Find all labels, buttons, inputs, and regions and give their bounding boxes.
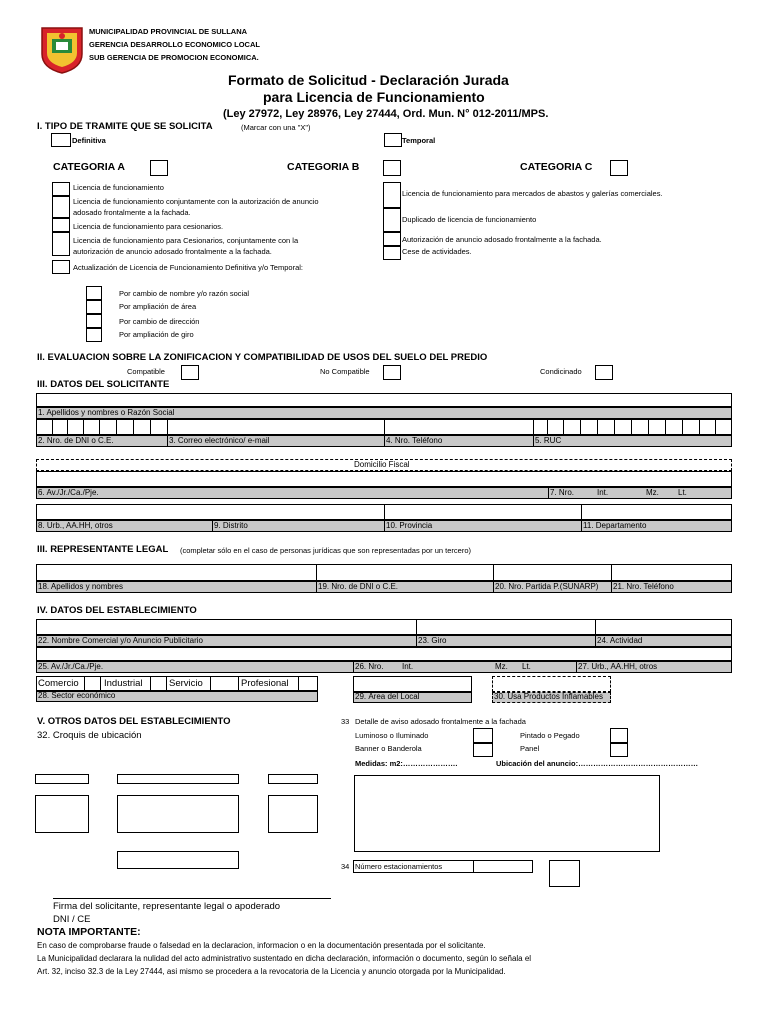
checkbox-compatible[interactable] (181, 365, 199, 380)
sub-item-3: Por cambio de dirección (119, 317, 200, 326)
checkbox-a5[interactable] (52, 260, 70, 274)
label-domicilio-fiscal: Domicilio Fiscal (354, 460, 410, 469)
section-5-title: V. OTROS DATOS DEL ESTABLECIMIENTO (37, 716, 231, 727)
checkbox-sub1[interactable] (86, 286, 102, 300)
checkbox-a4[interactable] (52, 232, 70, 256)
b-item-2: Duplicado de licencia de funcionamiento (402, 215, 537, 224)
section-4-title: IV. DATOS DEL ESTABLECIMIENTO (37, 605, 197, 616)
label-sector: 28. Sector económico (38, 691, 116, 700)
label-luminoso: Luminoso o Iluminado (355, 731, 429, 740)
label-categoria-b: CATEGORIA B (287, 161, 360, 173)
checkbox-pintado[interactable] (610, 728, 628, 743)
sub-item-2: Por ampliación de área (119, 302, 197, 311)
checkbox-industrial[interactable] (150, 676, 167, 691)
croquis-mid-left[interactable] (35, 795, 89, 833)
sub-item-4: Por ampliación de giro (119, 330, 194, 339)
label-dni: 2. Nro. de DNI o C.E. (38, 436, 114, 445)
checkbox-no-compatible[interactable] (383, 365, 401, 380)
label-inflamables: 30. Usa Productos Inflamables (494, 692, 603, 701)
label-direccion-lt: Lt. (522, 662, 531, 671)
sub-item-1: Por cambio de nombre y/o razón social (119, 289, 250, 298)
aviso-detalle-box[interactable] (354, 775, 660, 852)
checkbox-categoria-b[interactable] (383, 160, 401, 176)
checkbox-sub4[interactable] (86, 328, 102, 342)
header-line3: SUB GERENCIA DE PROMOCION ECONOMICA. (89, 53, 259, 62)
label-medidas: Medidas: m2:…………………. (355, 759, 458, 768)
label-direccion-urb: 27. Urb., AA.HH, otros (578, 662, 658, 671)
estacionamientos-box[interactable] (549, 860, 580, 887)
checkbox-banner[interactable] (473, 743, 493, 757)
law-reference: (Ley 27972, Ley 28976, Ley 27444, Ord. Mun. N° 012-2011/MPS. (223, 108, 549, 120)
label-ubicacion-anuncio: Ubicación del anuncio:………………………………………… (496, 759, 699, 768)
checkbox-a1[interactable] (52, 182, 70, 196)
label-rep-partida: 20. Nro. Partida P.(SUNARP) (495, 582, 599, 591)
checkbox-b4[interactable] (383, 246, 401, 260)
label-panel: Panel (520, 744, 540, 753)
label-email: 3. Correo electrónico/ e-mail (169, 436, 270, 445)
section-rep-hint: (completar sólo en el caso de personas jurídicas que son representadas por un tercero) (180, 546, 471, 555)
field-avenida (36, 487, 732, 499)
checkbox-servicio[interactable] (210, 676, 239, 691)
form-title-1: Formato de Solicitud - Declaración Jurada (228, 72, 509, 88)
field-razon-social-input[interactable] (36, 393, 732, 407)
croquis-mid-center[interactable] (117, 795, 239, 833)
checkbox-panel[interactable] (610, 743, 628, 757)
label-actividad: 24. Actividad (597, 636, 643, 645)
section-rep-title: III. REPRESENTANTE LEGAL (37, 544, 169, 555)
label-direccion-int: Int. (402, 662, 414, 671)
field-avenida-input[interactable] (36, 471, 732, 487)
checkbox-definitiva[interactable] (51, 133, 71, 147)
label-industrial: Industrial (104, 678, 143, 689)
label-razon-social: 1. Apellidos y nombres o Razón Social (38, 408, 175, 417)
label-compatible: Compatible (127, 367, 165, 376)
a-item-3: Licencia de funcionamiento para cesionarios. (73, 222, 224, 231)
label-detalle-aviso: Detalle de aviso adosado frontalmente a la fachada (355, 717, 526, 726)
checkbox-condicionado[interactable] (595, 365, 613, 380)
section-1-hint: (Marcar con una "X") (241, 123, 311, 132)
checkbox-categoria-a[interactable] (150, 160, 168, 176)
nota-line1: En caso de comprobarse fraude o falsedad en la declaracion, informacion o en la documentación presentada por el solicitante. (37, 941, 486, 950)
checkbox-a3[interactable] (52, 218, 70, 232)
label-banner: Banner o Banderola (355, 744, 422, 753)
label-direccion-mz: Mz. (495, 662, 508, 671)
checkbox-comercio[interactable] (84, 676, 101, 691)
label-rep-dni: 19. Nro. de DNI o C.E. (318, 582, 399, 591)
croquis-top-center[interactable] (117, 774, 239, 784)
section-2-title: II. EVALUACION SOBRE LA ZONIFICACION Y COMPATIBILIDAD DE USOS DEL SUELO DEL PREDIO (37, 352, 488, 363)
label-profesional: Profesional (241, 678, 289, 689)
label-direccion-nro: 26. Nro. (355, 662, 384, 671)
croquis-top-left[interactable] (35, 774, 89, 784)
checkbox-sub2[interactable] (86, 300, 102, 314)
label-temporal: Temporal (402, 136, 436, 145)
label-pintado: Pintado o Pegado (520, 731, 580, 740)
section-3-title: III. DATOS DEL SOLICITANTE (37, 379, 170, 390)
header-line2: GERENCIA DESARROLLO ECONOMICO LOCAL (89, 40, 260, 49)
checkbox-b2[interactable] (383, 208, 401, 232)
label-nro: 7. Nro. (550, 488, 575, 497)
checkbox-sub3[interactable] (86, 314, 102, 328)
header-line1: MUNICIPALIDAD PROVINCIAL DE SULLANA (89, 27, 248, 36)
form-title-2: para Licencia de Funcionamiento (263, 89, 485, 105)
croquis-mid-right[interactable] (268, 795, 318, 833)
label-34-num: 34 (341, 862, 350, 871)
label-croquis: 32. Croquis de ubicación (37, 730, 142, 741)
municipal-seal (40, 24, 84, 74)
a-item-5: Actualización de Licencia de Funcionamiento Definitiva y/o Temporal: (73, 263, 303, 272)
label-giro: 23. Giro (418, 636, 447, 645)
checkbox-temporal[interactable] (384, 133, 402, 147)
checkbox-b3[interactable] (383, 232, 401, 246)
field-inflamables-input[interactable] (492, 676, 611, 692)
nota-title: NOTA IMPORTANTE: (37, 926, 141, 938)
croquis-bottom-center[interactable] (117, 851, 239, 869)
label-servicio: Servicio (169, 678, 203, 689)
checkbox-b1[interactable] (383, 182, 401, 208)
a-item-2b: adosado frontalmente a la fachada. (73, 208, 191, 217)
label-33-num: 33 (341, 717, 350, 726)
label-ruc: 5. RUC (535, 436, 562, 445)
label-avenida: 6. Av./Jr./Ca./Pje. (38, 488, 99, 497)
label-no-compatible: No Compatible (320, 367, 370, 376)
label-departamento: 11. Departamento (583, 521, 647, 530)
a-item-4b: autorización de anuncio adosado frontalmente a la fachada. (73, 247, 272, 256)
checkbox-profesional[interactable] (298, 676, 318, 691)
a-item-1: Licencia de funcionamiento (73, 183, 164, 192)
checkbox-categoria-c[interactable] (610, 160, 628, 176)
label-dni-ce: DNI / CE (53, 914, 91, 925)
label-urb: 8. Urb., AA.HH, otros (38, 521, 113, 530)
section-1-title: I. TIPO DE TRAMITE QUE SE SOLICITA (37, 121, 213, 132)
label-distrito: 9. Distrito (214, 521, 248, 530)
b-item-3: Autorización de anuncio adosado frontalmente a la fachada. (402, 235, 602, 244)
nota-line2: La Municipalidad declarara la nulidad del acto administrativo sustentado en dicha declaración, información o documento, según lo señala el (37, 954, 532, 963)
label-comercio: Comercio (38, 678, 79, 689)
label-lt: Lt. (678, 488, 687, 497)
checkbox-luminoso[interactable] (473, 728, 493, 743)
b-item-4: Cese de actividades. (402, 247, 472, 256)
croquis-top-right[interactable] (268, 774, 318, 784)
label-categoria-c: CATEGORIA C (520, 161, 593, 173)
label-area: 29. Área del Local (355, 692, 420, 701)
label-int: Int. (597, 488, 609, 497)
label-provincia: 10. Provincia (386, 521, 433, 530)
field-direccion-input[interactable] (36, 647, 732, 661)
label-nombre-comercial: 22. Nombre Comercial y/o Anuncio Publicitario (38, 636, 203, 645)
label-estacionamientos: Número estacionamientos (355, 862, 443, 871)
nota-line3: Art. 32, inciso 32.3 de la Ley 27444, asi mismo se procedera a la revocatoria de la Licencia y anuncio otorgada por la Municipalidad. (37, 967, 506, 976)
label-mz: Mz. (646, 488, 659, 497)
label-rep-nombres: 18. Apellidos y nombres (38, 582, 123, 591)
label-categoria-a: CATEGORIA A (53, 161, 125, 173)
label-definitiva: Definitiva (72, 136, 106, 145)
signature-line (53, 898, 331, 899)
label-firma: Firma del solicitante, representante legal o apoderado (53, 901, 281, 912)
a-item-2: Licencia de funcionamiento conjuntamente con la autorización de anuncio (73, 197, 319, 206)
label-telefono: 4. Nro. Teléfono (386, 436, 443, 445)
field-nombre-comercial-input[interactable] (36, 619, 732, 635)
label-condicionado: Condicinado (540, 367, 582, 376)
checkbox-a2[interactable] (52, 196, 70, 218)
label-direccion: 25. Av./Jr./Ca./Pje. (38, 662, 104, 671)
field-area-input[interactable] (353, 676, 472, 692)
field-rep-input[interactable] (36, 564, 732, 581)
a-item-4: Licencia de funcionamiento para Cesionarios, conjuntamente con la (73, 236, 299, 245)
label-rep-telefono: 21. Nro. Teléfono (613, 582, 674, 591)
b-item-1: Licencia de funcionamiento para mercados de abastos y galerías comerciales. (402, 189, 663, 198)
